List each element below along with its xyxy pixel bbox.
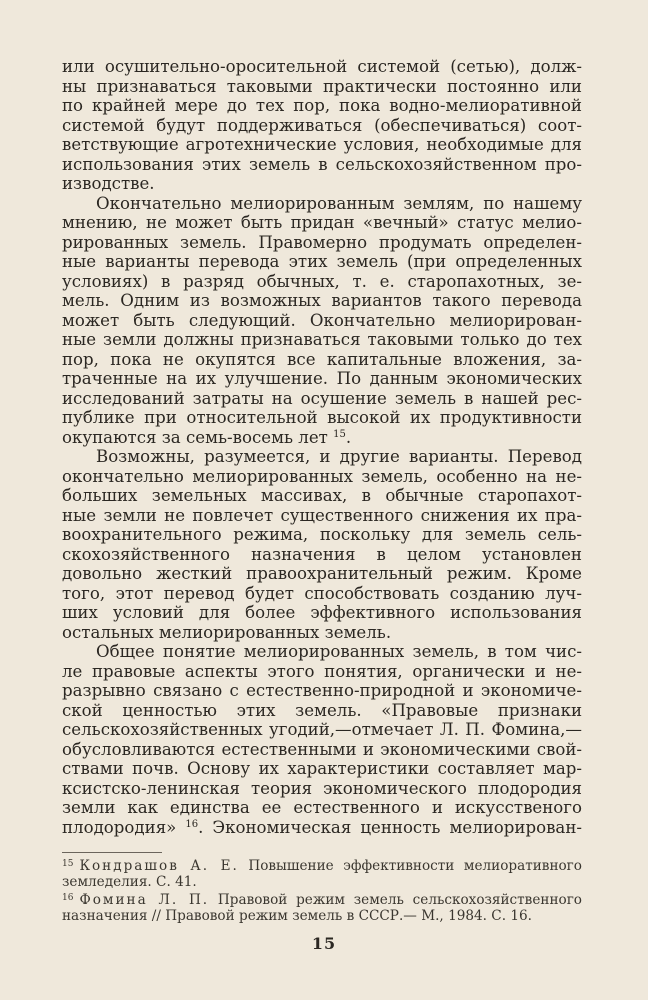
text-line: того, этот перевод будет способствовать созданию луч- bbox=[62, 583, 582, 603]
footnote-divider bbox=[62, 852, 162, 853]
text-line: исследований затраты на осушение земель в нашей рес- bbox=[62, 388, 582, 408]
footnote-continuation: земледелия. С. 41. bbox=[62, 874, 197, 890]
text-line: ской ценностью этих земель. «Правовые признаки bbox=[62, 700, 582, 720]
text-line: ные земли не повлечет существенного снижения их пра- bbox=[62, 505, 582, 525]
text-line: окончательно мелиорированных земель, особенно на не- bbox=[62, 466, 582, 486]
footnote-text: Повышение эффективности мелиоративного bbox=[248, 858, 582, 874]
text-line: пор, пока не окупятся все капитальные вложения, за- bbox=[62, 349, 582, 369]
footnote-ref-15[interactable]: 15 bbox=[333, 428, 346, 440]
footnote-continuation: назначения // Правовой режим земель в СССР.— М., 1984. С. 16. bbox=[62, 908, 532, 924]
text-line: ксистско-ленинская теория экономического плодородия bbox=[62, 778, 582, 798]
text-line: публике при относительной высокой их продуктивности bbox=[62, 408, 582, 427]
page-number: 15 bbox=[311, 934, 337, 953]
body-text bbox=[62, 57, 582, 837]
text-line: обусловливаются естественными и экономическими свой- bbox=[62, 739, 582, 759]
text-line: рированных земель. Правомерно продумать определен- bbox=[62, 232, 582, 252]
paragraph-first-line: Окончательно мелиорированным землям, по нашему bbox=[96, 193, 582, 213]
text-line: ле правовые аспекты этого понятия, органически и не- bbox=[62, 661, 582, 681]
text-line bbox=[62, 818, 582, 838]
text-line: по крайней мере до тех пор, пока водно-мелиоративной bbox=[62, 96, 582, 115]
text-line: ветствующие агротехнические условия, необходимые для bbox=[62, 135, 582, 154]
text-line: воохранительного режима, поскольку для земель сель- bbox=[62, 525, 582, 544]
text-line: мель. Одним из возможных вариантов такого перевода bbox=[62, 291, 582, 310]
text-line: сельскохозяйственных угодий,—отмечает Л. П. Фомина,— bbox=[62, 720, 582, 739]
footnote-ref-16[interactable]: 16 bbox=[185, 818, 199, 830]
footnote-number: 16 bbox=[62, 893, 74, 903]
text-line: использования этих земель в сельскохозяйственном про- bbox=[62, 154, 582, 174]
text-line: разрывно связано с естественно-природной и экономиче- bbox=[62, 681, 582, 700]
paragraph-first-line: Возможны, разумеется, и другие варианты. Перевод bbox=[96, 447, 582, 466]
paragraph-first-line: Общее понятие мелиорированных земель, в том чис- bbox=[96, 642, 582, 661]
footnotes bbox=[62, 856, 582, 924]
footnote-author: Кондрашов А. Е. bbox=[79, 858, 239, 874]
text-line: больших земельных массивах, в обычные старопахот- bbox=[62, 486, 582, 505]
text-line: условиях) в разряд обычных, т. е. старопахотных, зе- bbox=[62, 271, 582, 291]
text-line: ны признаваться таковыми практически постоянно или bbox=[62, 76, 582, 96]
text-line: ные земли должны признаваться таковыми только до тех bbox=[62, 330, 582, 349]
text-line: или осушительно-оросительной системой (сетью), долж- bbox=[62, 57, 582, 76]
text-line: ших условий для более эффективного использования bbox=[62, 603, 582, 622]
line-text-tail: . bbox=[345, 427, 352, 447]
footnote-16 bbox=[62, 890, 582, 908]
text-line: скохозяйственного назначения в целом установлен bbox=[62, 544, 582, 564]
text-line: ные варианты перевода этих земель (при определенных bbox=[62, 252, 582, 271]
text-line: остальных мелиорированных земель. bbox=[62, 622, 392, 642]
line-text: окупаются за семь-восемь лет bbox=[62, 427, 328, 447]
text-line: довольно жесткий правоохранительный режим. Кроме bbox=[62, 564, 582, 583]
text-line: траченные на их улучшение. По данным экономических bbox=[62, 369, 582, 388]
text-line: может быть следующий. Окончательно мелиорирован- bbox=[62, 310, 582, 330]
footnote-15 bbox=[62, 856, 582, 874]
line-text: плодородия» bbox=[62, 817, 177, 837]
footnote-author: Фомина Л. П. bbox=[79, 892, 210, 908]
line-text-tail: . Экономическая ценность мелиорирован- bbox=[198, 817, 582, 837]
text-line: мнению, не может быть придан «вечный» статус мелио- bbox=[62, 213, 582, 232]
text-line: изводстве. bbox=[62, 174, 155, 193]
text-line: ствами почв. Основу их характеристики составляет мар- bbox=[62, 759, 582, 778]
text-line bbox=[62, 428, 582, 448]
text-line: земли как единства ее естественного и искусственого bbox=[62, 798, 582, 817]
footnote-number: 15 bbox=[62, 859, 74, 869]
footnote-text: Правовой режим земель сельскохозяйственного bbox=[217, 892, 582, 908]
text-line: системой будут поддерживаться (обеспечиваться) соот- bbox=[62, 115, 582, 135]
